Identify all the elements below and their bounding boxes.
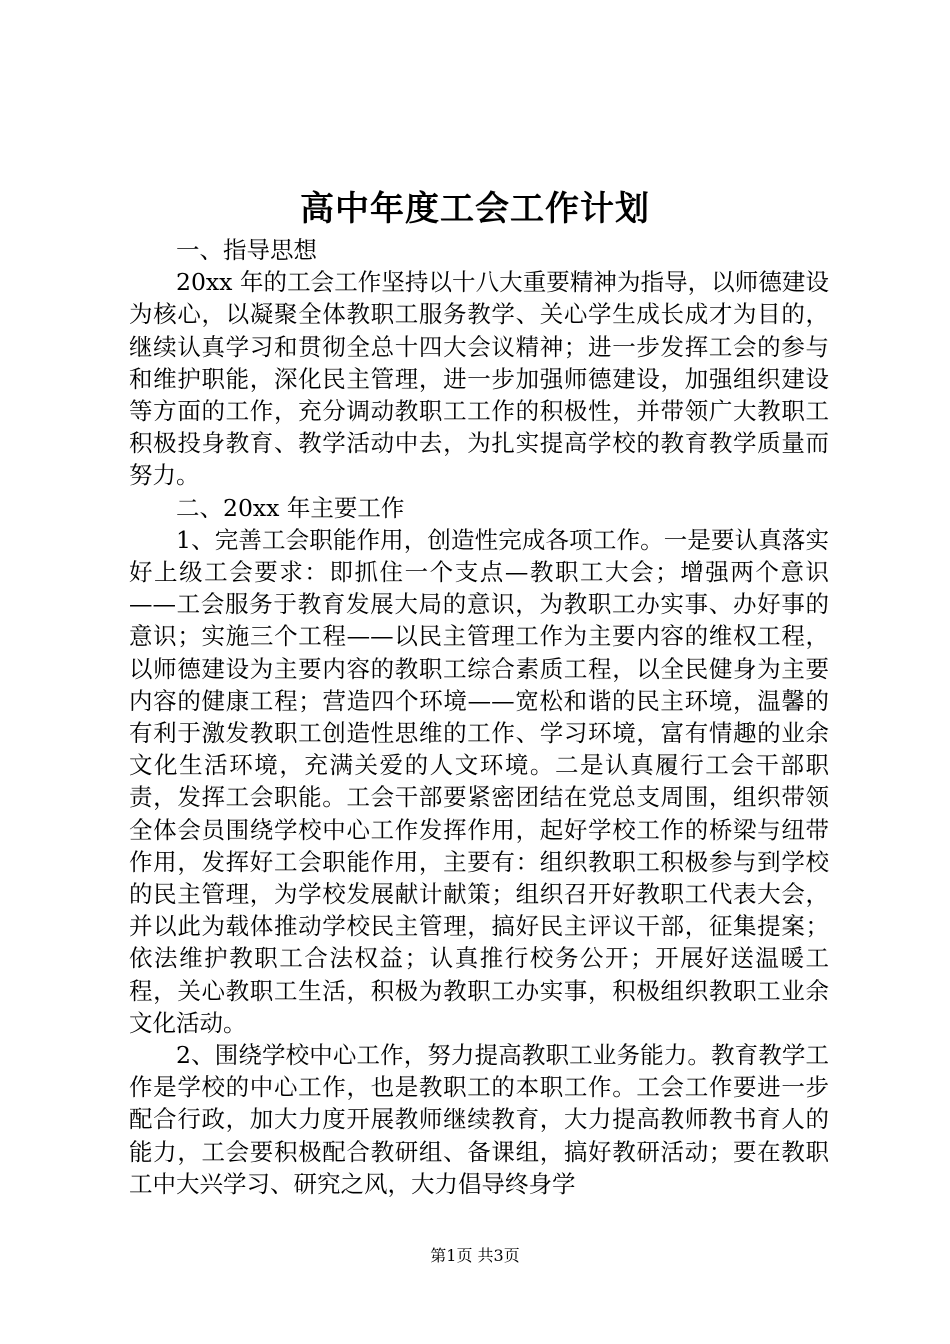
document-body [129, 234, 829, 1200]
page-footer: 第1页 共3页 [430, 1246, 520, 1265]
section-heading-guiding-thought: 一、指导思想 [176, 236, 317, 264]
paragraph-work-item-1: 1、完善工会职能作用，创造性完成各项工作。一是要认真落实好上级工会要求：即抓住一个支点—教职工大会；增强两个意识——工会服务于教育发展大局的意识，为教职工办实事、办好事的意识；实施三个工程——以民主管理工作为主要内容的维权工程，以师德建设为主要内容的教职工综合素质工程，以全民健身为主要内容的健康工程；营造四个环境——宽松和谐的民主环境，温馨的有利于激发教职工创造性思维的工作、学习环境，富有情趣的业余文化生活环境，充满关爱的人文环境。二是认真履行工会干部职责，发挥工会职能。工会干部要紧密团结在党总支周围，组织带领全体会员围绕学校中心工作发挥作用，起好学校工作的桥梁与纽带作用，发挥好工会职能作用，主要有：组织教职工积极参与到学校的民主管理，为学校发展献计献策；组织召开好教职工代表大会，并以此为载体推动学校民主管理，搞好民主评议干部，征集提案；依法维护教职工合法权益；认真推行校务公开；开展好送温暖工程，关心教职工生活，积极为教职工办实事，积极组织教职工业余文化活动。 [129, 525, 829, 1037]
paragraph-guiding-thought: 20xx 年的工会工作坚持以十八大重要精神为指导，以师德建设为核心，以凝聚全体教职工服务教学、关心学生成长成才为目的，继续认真学习和贯彻全总十四大会议精神；进一步发挥工会的参与和维护职能，深化民主管理，进一步加强师德建设，加强组织建设等方面的工作，充分调动教职工工作的积极性，并带领广大教职工积极投身教育、教学活动中去，为扎实提高学校的教育教学质量而努力。 [129, 268, 829, 490]
document-title: 高中年度工会工作计划 [300, 189, 650, 229]
paragraph-work-item-2: 2、围绕学校中心工作，努力提高教职工业务能力。教育教学工作是学校的中心工作，也是教职工的本职工作。工会工作要进一步配合行政，加大力度开展教师继续教育，大力提高教师教书育人的能力，工会要积极配合教研组、备课组，搞好教研活动；要在教职工中大兴学习、研究之风，大力倡导终身学 [129, 1041, 829, 1198]
section-heading-main-work: 二、20xx 年主要工作 [176, 493, 405, 522]
